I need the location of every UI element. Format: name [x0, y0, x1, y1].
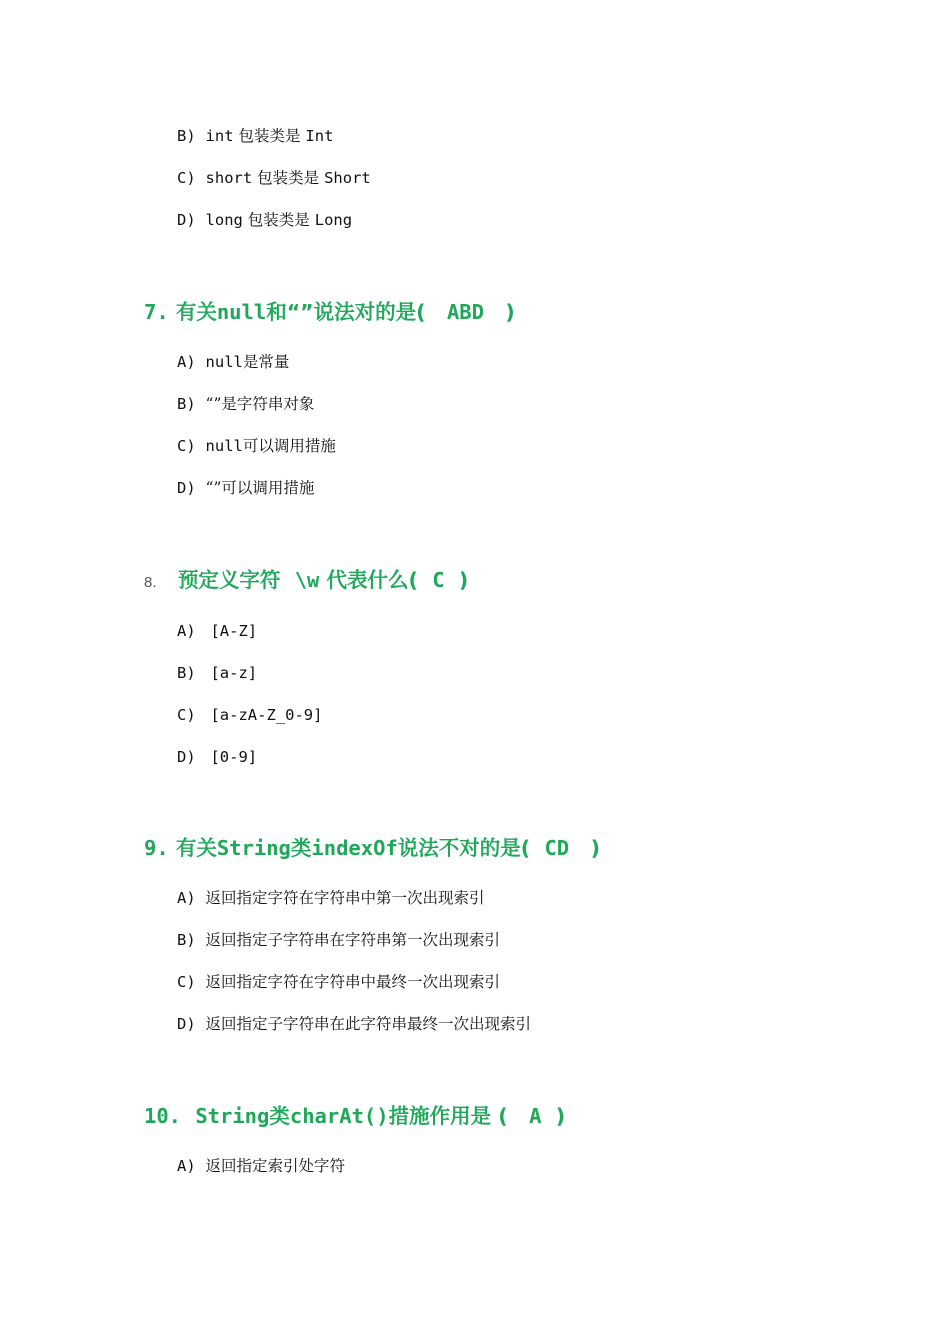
q8-option-a [177, 620, 257, 642]
q9-option-d [177, 1013, 531, 1035]
question-9-heading [144, 834, 600, 862]
option-text: 返回指定子字符串在此字符串最终一次出现索引 [205, 1015, 532, 1033]
option-letter: D) [177, 211, 196, 229]
option-letter: B) [177, 664, 196, 682]
q8-option-d [177, 746, 257, 768]
option-letter: A) [177, 622, 196, 640]
q6-option-d [177, 209, 352, 231]
q7-option-c [177, 435, 336, 457]
option-text: 返回指定字符在字符串中第一次出现索引 [205, 889, 485, 907]
question-code: String [195, 1104, 270, 1128]
q7-option-d [177, 477, 314, 499]
question-text: 有关 [175, 836, 217, 860]
option-text: “”可以调用措施 [205, 479, 315, 497]
question-answer: A [529, 1104, 542, 1128]
question-code: charAt() [289, 1104, 389, 1128]
question-answer: CD [544, 836, 570, 860]
q6-option-c [177, 167, 371, 189]
q8-option-b [177, 662, 257, 684]
question-text: 预定义字符 [177, 568, 281, 592]
q8-option-c [177, 704, 322, 726]
q10-option-a [177, 1155, 345, 1177]
question-code: \w [294, 568, 320, 592]
option-code: [a-zA-Z_0-9] [210, 706, 323, 724]
question-text: 和“”说法对的是( [266, 300, 426, 324]
option-text: “”是字符串对象 [205, 395, 315, 413]
question-close: ) [555, 1104, 566, 1128]
option-text: 包装类是 [257, 169, 320, 187]
question-text: 说法不对的是( [397, 836, 531, 860]
option-text: 返回指定子字符串在字符串第一次出现索引 [205, 931, 501, 949]
option-letter: C) [177, 169, 196, 187]
question-text: 措施作用是 [388, 1104, 492, 1128]
q9-option-c [177, 971, 500, 993]
option-letter: C) [177, 706, 196, 724]
question-number: 7. [144, 300, 169, 324]
option-text: 是常量 [242, 353, 290, 371]
question-close: ) [505, 300, 515, 324]
question-7-heading [144, 298, 515, 326]
option-code: long [205, 211, 243, 229]
option-code: null [205, 437, 243, 455]
option-code: [a-z] [210, 664, 258, 682]
q9-option-b [177, 929, 500, 951]
question-number: 9. [144, 836, 169, 860]
option-code: [A-Z] [210, 622, 258, 640]
option-text: 可以调用措施 [242, 437, 336, 455]
question-text: 类 [269, 1104, 290, 1128]
question-text: 代表什么( [326, 568, 418, 592]
option-letter: C) [177, 973, 196, 991]
question-text: 类 [290, 836, 312, 860]
question-number: 8. [144, 574, 157, 591]
option-letter: A) [177, 1157, 196, 1175]
option-code: null [205, 353, 243, 371]
q7-option-a [177, 351, 289, 373]
option-code: Long [314, 211, 353, 229]
q7-option-b [177, 393, 314, 415]
option-letter: A) [177, 353, 196, 371]
q9-option-a [177, 887, 485, 909]
question-close: ) [458, 568, 469, 592]
q6-option-b [177, 125, 333, 147]
option-text: 返回指定字符在字符串中最终一次出现索引 [205, 973, 501, 991]
option-code: [0-9] [210, 748, 258, 766]
option-letter: D) [177, 748, 196, 766]
question-8-heading [144, 566, 468, 597]
option-letter: D) [177, 1015, 196, 1033]
option-letter: A) [177, 889, 196, 907]
question-open: ( [498, 1104, 508, 1128]
option-code: Int [305, 127, 334, 145]
option-letter: D) [177, 479, 196, 497]
question-answer: ABD [446, 300, 484, 324]
option-letter: B) [177, 127, 196, 145]
question-code: String [216, 836, 291, 860]
question-number: 10. [144, 1104, 182, 1128]
option-letter: C) [177, 437, 196, 455]
option-code: Short [324, 169, 371, 187]
question-close: ) [590, 836, 600, 860]
option-code: short [205, 169, 253, 187]
question-answer: C [432, 568, 445, 592]
option-letter: B) [177, 395, 196, 413]
question-text: 有关 [175, 300, 217, 324]
question-code: indexOf [311, 836, 398, 860]
option-letter: B) [177, 931, 196, 949]
question-10-heading [144, 1102, 565, 1130]
option-code: int [205, 127, 234, 145]
question-code: null [216, 300, 267, 324]
option-text: 包装类是 [247, 211, 310, 229]
option-text: 返回指定索引处字符 [205, 1157, 346, 1175]
option-text: 包装类是 [238, 127, 301, 145]
